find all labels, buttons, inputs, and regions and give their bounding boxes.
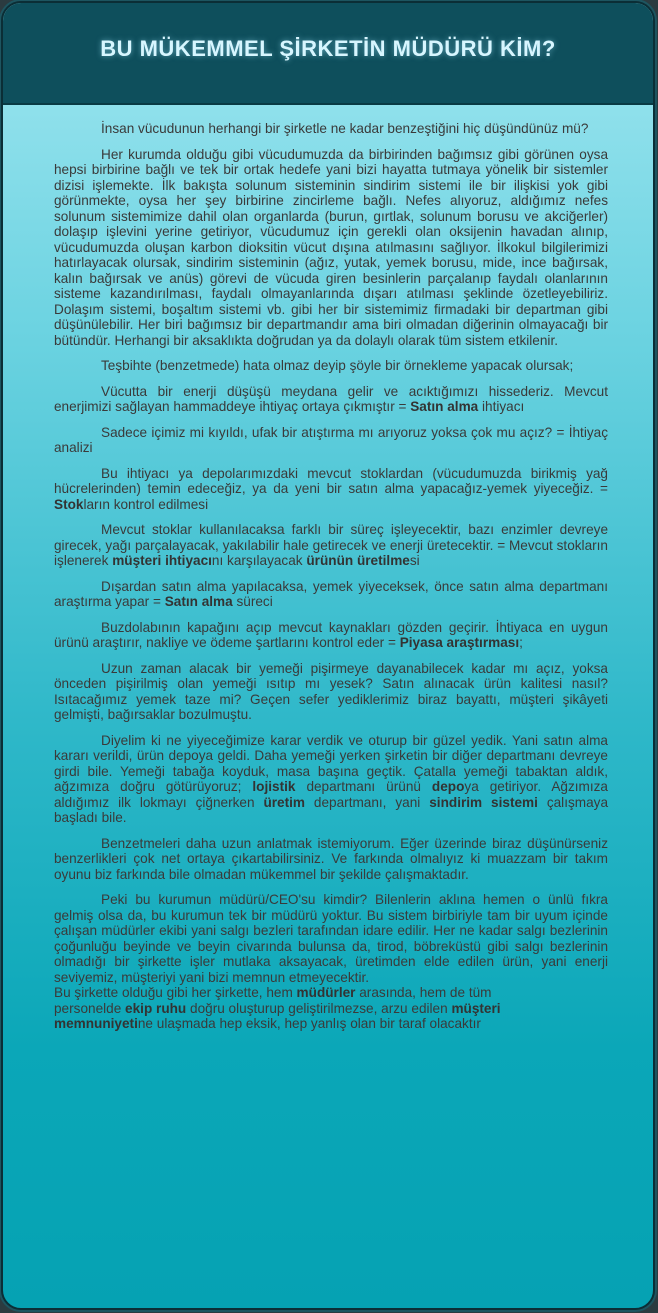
text-span: ihtiyacı [478, 399, 525, 414]
paragraph-4 [54, 384, 608, 415]
text-span: Mevcut stoklar kullanılacaksa farklı bir süreç işleyecektir, bazı enzimler devreye girecek, yağı parçalayacak, yakılabilir hale getirecek ve enerji üretecektir. = Mevcut stokların işlenerek [54, 522, 608, 568]
bold-term: ekip ruhu [125, 1000, 187, 1016]
text-span: ların kontrol edilmesi [83, 496, 209, 512]
text-span: arasında, hem de tüm personelde [54, 985, 492, 1016]
bold-term: müdürler [296, 985, 356, 1000]
page-title: BU MÜKEMMEL ŞİRKETİN MÜDÜRÜ KİM? [100, 36, 556, 61]
paragraph-7 [54, 522, 608, 569]
paragraph-2: Her kurumda olduğu gibi vücudumuzda da birbirinden bağımsız gibi görünen oysa hepsi birbirine bağlı ve tek bir ortak hedefe yani bizi hayatta tutmaya yönelik bir sistemler dizisi işlemekte. İlk bakışta solunum sisteminin sindirim sistemi ile bir ilişkisi yok gibi görünmekte, oysa her şey birbirine zincirleme bağlı. Nefes alıyoruz, aldığımız nefes solunum sistemimize dahil olan organlarda (burun, gırtlak, solunum borusu ve akciğerler) dolaşıp işlevini yerine getiriyor, vücudumuz için gerekli olan oksijenin havadan alınıp, vücudumuzda oluşan karbon dioksitin vücut dışına atılmasını sağlıyor. İlkokul bilgilerimizi hatırlayacak olursak, sindirim sisteminin (ağız, yutak, yemek borusu, mide, ince bağırsak, kalın bağırsak ve anüs) görevi de vücuda giren besinlerin parçalanıp faydalı olanlarının sisteme kazandırılması, faydalı olmayanlarında dışarı atılması şeklinde özetleyebiliriz. Dolaşım sistemi, boşaltım sistemi vb. gibi her bir sistemimiz firmadaki bir departman gibi düşünülebilir. Her biri bağımsız bir departmandır ama biri olmadan diğerinin olmayacağı bir bütündür. Herhangi bir aksaklıkta doğrudan ya da dolaylı olarak tüm sistem etkilenir. [54, 146, 608, 348]
article-body [3, 105, 653, 1032]
text-span: Bu ihtiyacı ya depolarımızdaki mevcut stoklardan (vücudumuzda birikmiş yağ hücrelerinden) temin edeceğiz, ya da yeni bir satın alma yapacağız-yemek yiyeceğiz. = [54, 465, 608, 496]
text-span: ne ulaşmada hep eksik, hep yanlış olan bir taraf olacaktır [137, 1016, 481, 1031]
bold-term: üretim [263, 794, 305, 810]
text-span: çalışmaya başladı bile. [54, 794, 609, 825]
paragraph-8 [54, 579, 608, 610]
paragraph-9 [54, 620, 608, 651]
text-span: departmanı ürünü [295, 779, 432, 794]
paragraph-10: Uzun zaman alacak bir yemeği pişirmeye dayanabilecek kadar mı açız, yoksa önceden pişirilmiş olan yemeği ısıtıp mı yesek? Satın alınacak ürün kalitesi nasıl? Isıtacağımız yemek taze mi? Geçen sefer yediklerimiz biraz bayattı, müşteri şikâyeti gelmişti, bağırsaklar bozulmuştu. [54, 660, 608, 722]
text-span: Diyelim ki ne yiyeceğimize karar verdik ve oturup bir güzel yedik. Yani satın alma kararı verildi, ürün depoya geldi. Daha yemeği yerken şirketin bir diğer departmanı devreye girdi bile. Yemeği tabağa koyduk, masa başına geçtik. Çatalla yemeği tabaktan aldık, ağzımıza doğru götürüyoruz; [54, 732, 608, 794]
text-span: Dışardan satın alma yapılacaksa, yemek yiyeceksek, önce satın alma departmanı araştırma yapar = [54, 578, 608, 609]
text-span: doğru oluşturup geliştirilmezse, arzu edilen [186, 1000, 452, 1016]
text-span: departmanı, yani [305, 794, 430, 810]
text-span: Vücutta bir enerji düşüşü meydana gelir ve acıktığımızı hissederiz. Mevcut enerjimizi sağlayan hammaddeye ihtiyaç ortaya çıkmıştır = [54, 383, 608, 414]
text-span: ya getiriyor. Ağzımıza aldığımız ilk lokmayı çiğnerken [54, 779, 608, 810]
bold-term: Piyasa araştırması [399, 635, 520, 650]
paragraph-12: Benzetmeleri daha uzun anlatmak istemiyorum. Eğer üzerinde biraz düşünürseniz benzerlikleri çok net ortaya çıkartabilirsiniz. Ve farkında olmalıyız ki muazzam bir takım oyunu biz farkında bile olmadan mükemmel bir şekilde çalışmaktadır. [54, 835, 608, 882]
bold-term: müşteri ihtiyacı [112, 553, 212, 568]
paragraph-1: İnsan vücudunun herhangi bir şirketle ne kadar benzeştiğini hiç düşündünüz mü? [101, 121, 589, 136]
text-span: nı karşılayacak [211, 553, 307, 568]
bold-term: sindirim sistemi [429, 794, 538, 810]
paragraph-13: Peki bu kurumun müdürü/CEO'su kimdir? Bilenlerin aklına hemen o ünlü fıkra gelmiş olsa da, bu kurumun tek bir müdürü yoktur. Bu sistem birbiriyle tam bir uyum içinde çalışan müdürler ekibi yani salgı bezleri tarafından idare edilir. Her ne kadar salgı bezlerinin çoğunluğu beyinde ve beyin civarında bulunsa da, tirod, böbreküstü gibi salgı bezlerinin olmadığı bir şirkette işler mutlaka aksayacak, üretimden elde edilen ürün, yani enerji seviyemiz, müşteriyi yani bizi memnun etmeyecektir. [54, 892, 608, 985]
text-span: ; [519, 635, 523, 650]
paragraph-11 [54, 733, 608, 826]
bold-term: depo [431, 779, 465, 794]
text-span: Bu şirkette olduğu gibi her şirkette, hem [54, 985, 297, 1000]
text-span: süreci [232, 594, 273, 609]
bold-term: Satın alma [164, 594, 233, 609]
bold-term: ürünün üretilme [306, 553, 410, 568]
bold-term: Satın alma [410, 399, 479, 414]
text-span: si [409, 553, 420, 568]
header-banner [3, 3, 653, 105]
bold-term: müşteri memnuniyeti [54, 1000, 501, 1031]
bold-term: lojistik [252, 779, 296, 794]
paragraph-5: Sadece içimiz mi kıyıldı, ufak bir atıştırma mı arıyoruz yoksa çok mu açız? = İhtiyaç analizi [54, 424, 608, 455]
paragraph-14 [54, 985, 608, 1032]
bold-term: Stok [54, 496, 84, 512]
paragraph-3: Teşbihte (benzetmede) hata olmaz deyip şöyle bir örnekleme yapacak olursak; [101, 358, 574, 373]
paragraph-6 [54, 466, 608, 513]
text-span: Buzdolabının kapağını açıp mevcut kaynakları gözden geçirir. İhtiyaca en uygun ürünü araştırır, nakliye ve ödeme şartlarını kontrol eder = [54, 619, 608, 650]
article-card [1, 1, 655, 1310]
